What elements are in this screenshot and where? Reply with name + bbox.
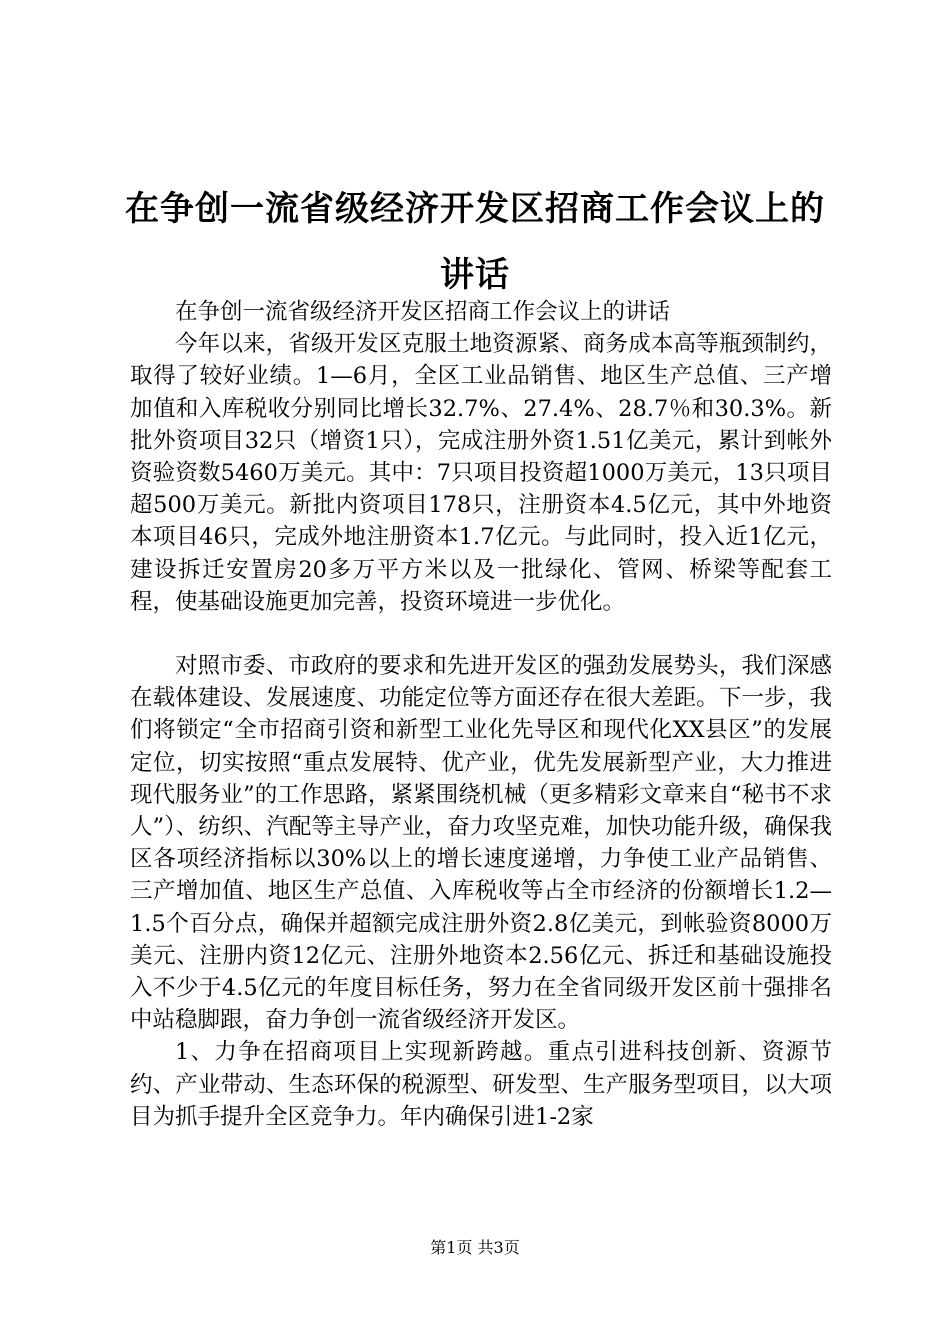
document-body (130, 296, 832, 1133)
document-title: 在争创一流省级经济开发区招商工作会议上的讲话 (125, 189, 825, 295)
page-number-footer: 第1页 共3页 (430, 1238, 520, 1257)
paragraph-item-1: 1、力争在招商项目上实现新跨越。重点引进科技创新、资源节约、产业带动、生态环保的税源型、研发型、生产服务型项目，以大项目为抓手提升全区竞争力。年内确保引进1-2家 (130, 1039, 832, 1130)
subtitle-paragraph: 在争创一流省级经济开发区招商工作会议上的讲话 (175, 299, 671, 325)
paragraph-next-steps: 对照市委、市政府的要求和先进开发区的强劲发展势头，我们深感在载体建设、发展速度、功能定位等方面还存在很大差距。下一步，我们将锁定“全市招商引资和新型工业化先导区和现代化XX县区”的发展定位，切实按照“重点发展特、优产业，优先发展新型产业，大力推进现代服务业”的工作思路，紧紧围绕机械（更多精彩文章来自“秘书不求人”）、纺织、汽配等主导产业，奋力攻坚克难，加快功能升级，确保我区各项经济指标以30%以上的增长速度递增，力争使工业产品销售、三产增加值、地区生产总值、入库税收等占全市经济的份额增长1.2—1.5个百分点，确保并超额完成注册外资2.8亿美元，到帐验资8000万美元、注册内资12亿元、注册外地资本2.56亿元、拆迁和基础设施投入不少于4.5亿元的年度目标任务，努力在全省同级开发区前十强排名中站稳脚跟，奋力争创一流省级经济开发区。 (130, 653, 832, 1034)
paragraph-achievements: 今年以来，省级开发区克服土地资源紧、商务成本高等瓶颈制约，取得了较好业绩。1—6月，全区工业品销售、地区生产总值、三产增加值和入库税收分别同比增长32.7%、27.4%、28.7％和30.3%。新批外资项目32只（增资1只），完成注册外资1.51亿美元，累计到帐外资验资数5460万美元。其中：7只项目投资超1000万美元，13只项目超500万美元。新批内资项目178只，注册资本4.5亿元，其中外地资本项目46只，完成外地注册资本1.7亿元。与此同时，投入近1亿元，建设拆迁安置房20多万平方米以及一批绿化、管网、桥梁等配套工程，使基础设施更加完善，投资环境进一步优化。 (130, 331, 832, 615)
